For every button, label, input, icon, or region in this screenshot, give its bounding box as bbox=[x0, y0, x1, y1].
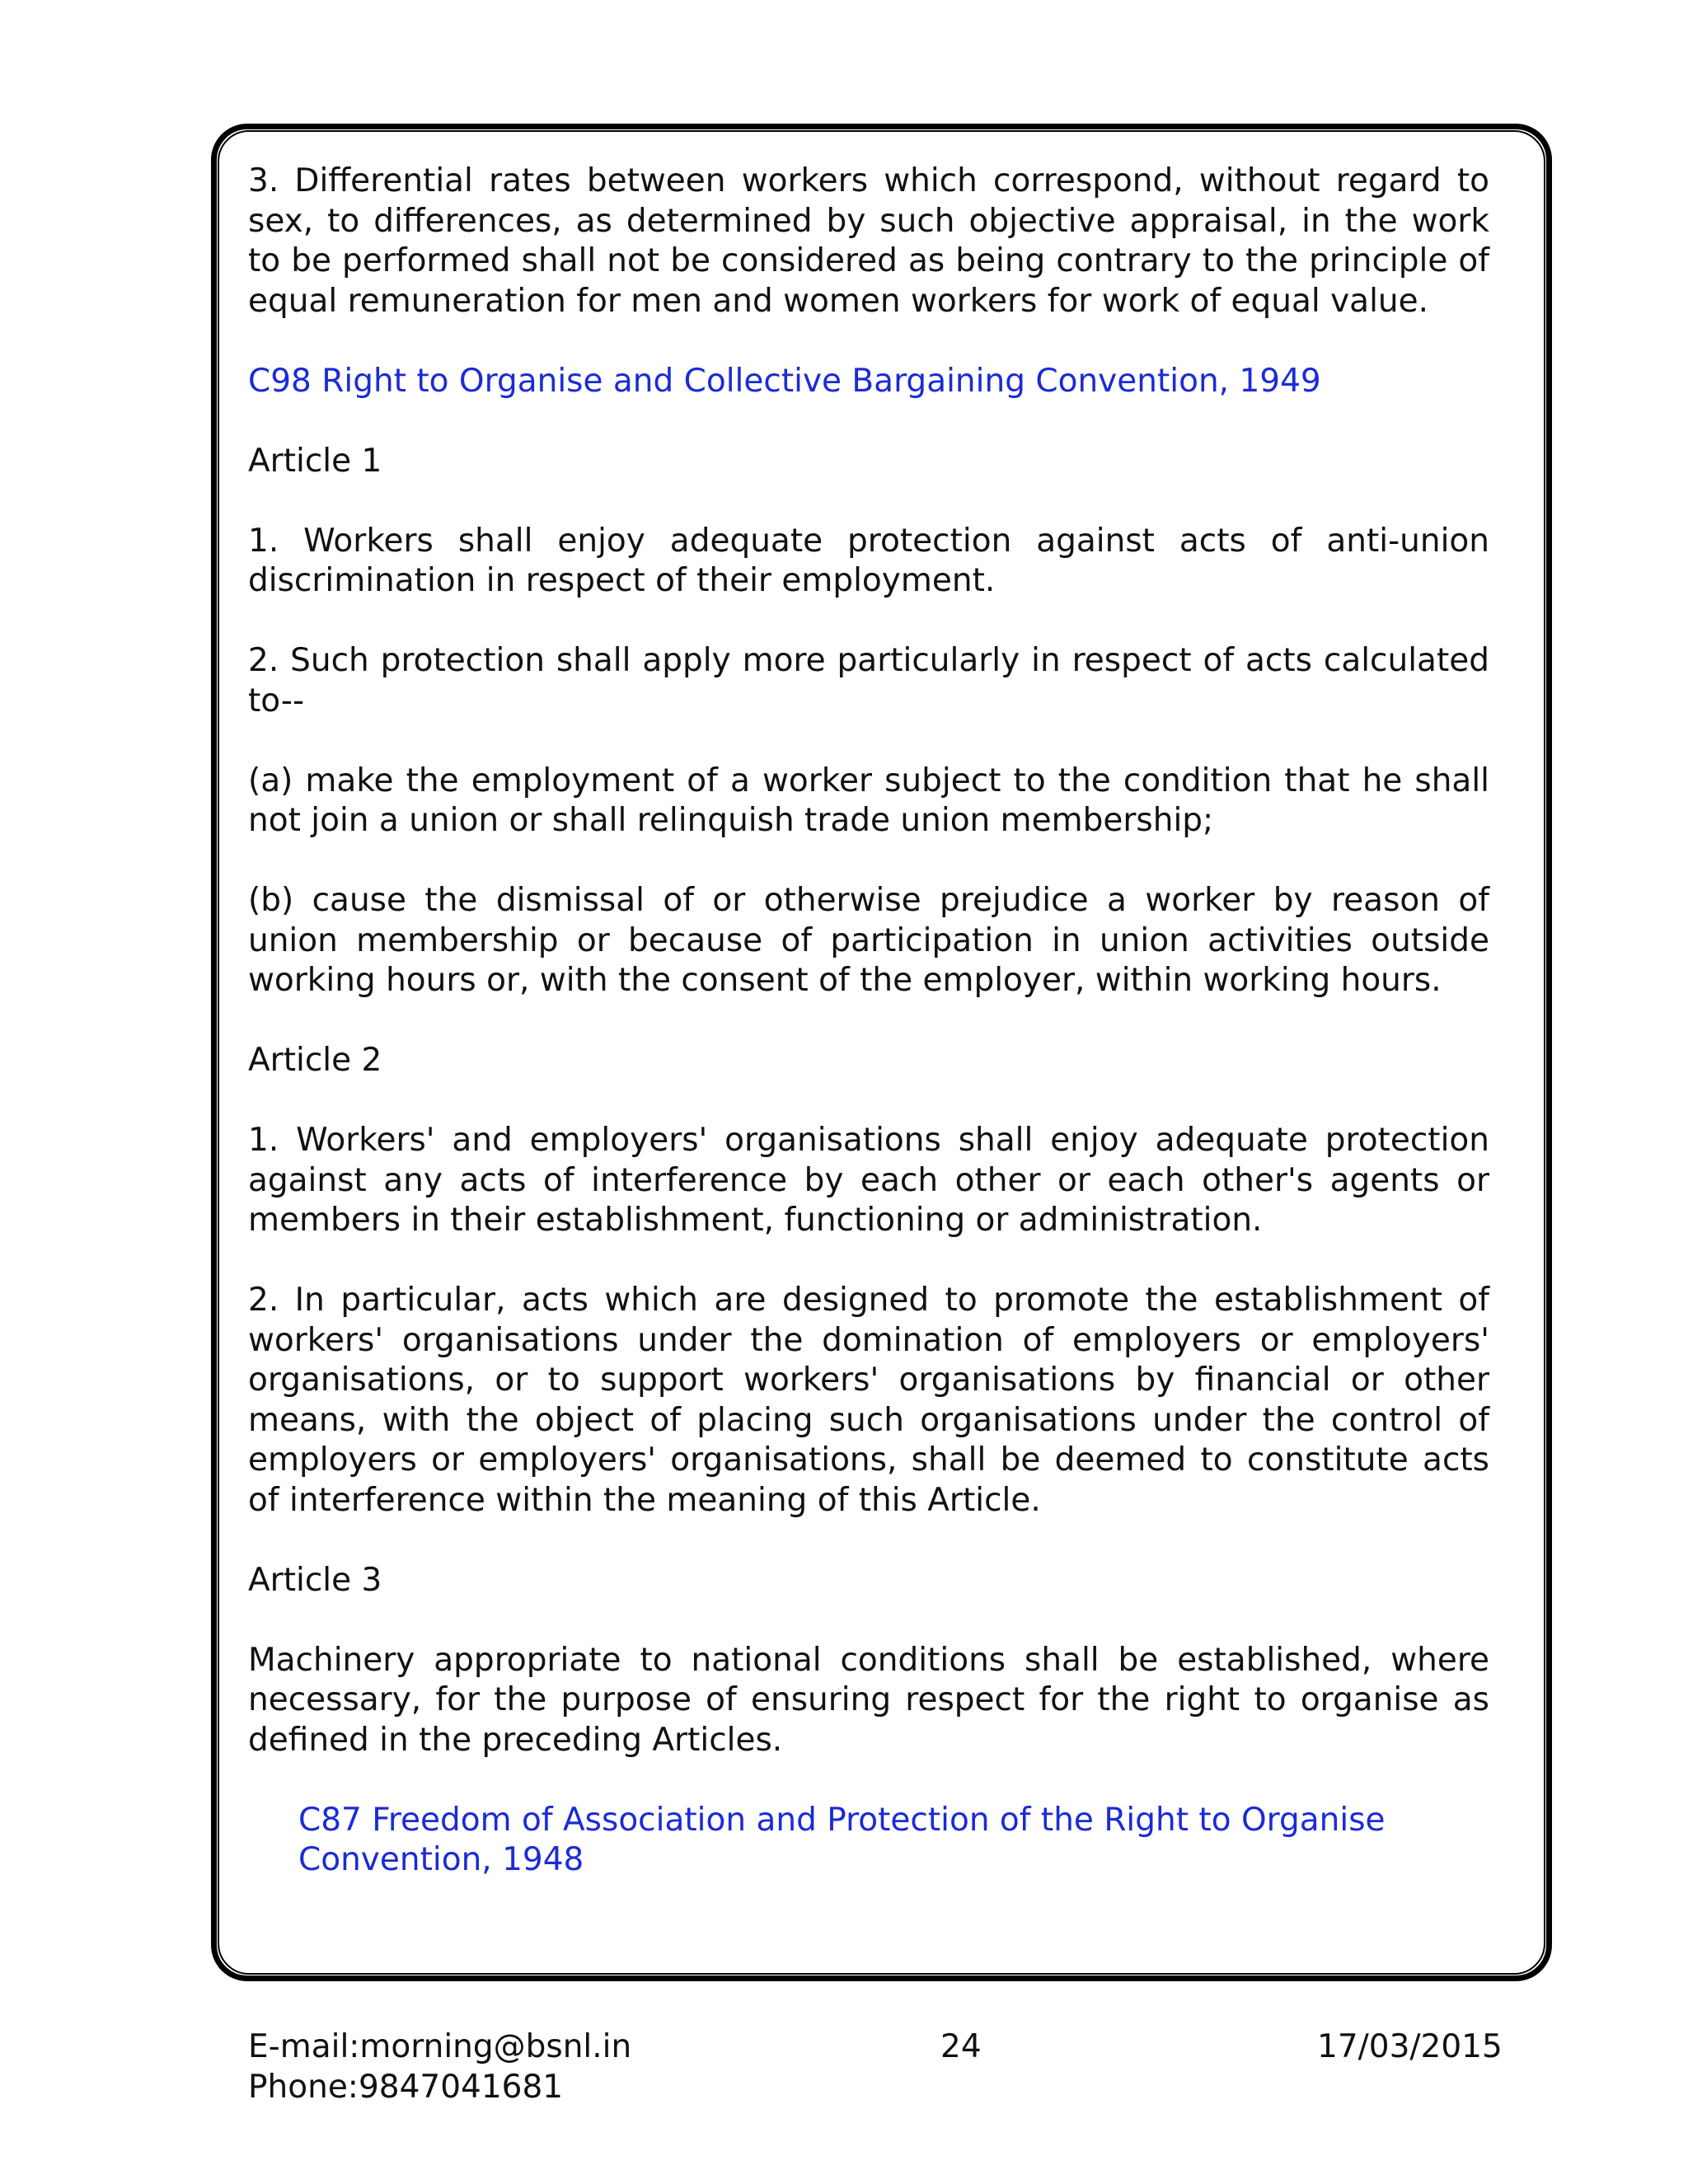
footer-phone: Phone:9847041681 bbox=[248, 2068, 564, 2106]
footer-email: E-mail:morning@bsnl.in bbox=[248, 2028, 632, 2065]
article-1-item-b: (b) cause the dismissal of or otherwise prejudice a worker by reason of union membership or because of participation in union activities outside working hours or, with the consent of the employer, within working hours. bbox=[248, 882, 1489, 999]
footer-date: 17/03/2015 bbox=[1317, 2028, 1503, 2065]
article-3-paragraph-1: Machinery appropriate to national conditions shall be established, where necessary, for the purpose of ensuring respect for the right to organise as defined in the preceding Articles. bbox=[248, 1641, 1489, 1759]
intro-paragraph: 3. Differential rates between workers which correspond, without regard to sex, to differences, as determined by such objective appraisal, in the work to be performed shall not be considered as being contrary to the principle of equal remuneration for men and women workers for work of equal value. bbox=[248, 162, 1489, 320]
article-2-paragraph-1: 1. Workers' and employers' organisations shall enjoy adequate protection against any acts of interference by each other or each other's agents or members in their establishment, functioning or administration. bbox=[248, 1122, 1489, 1239]
article-3-title: Article 3 bbox=[248, 1561, 382, 1599]
c87-heading: C87 Freedom of Association and Protection of the Right to Organise Convention, 1948 bbox=[298, 1801, 1386, 1878]
article-1-paragraph-1: 1. Workers shall enjoy adequate protection against acts of anti-union discrimination in respect of their employment. bbox=[248, 522, 1489, 599]
article-2-paragraph-2: 2. In particular, acts which are designed to promote the establishment of workers' organisations under the domination of employers or employers' organisations, or to support workers' organisations by financial or other means, with the object of placing such organisations under the control of employers or employers' organisations, shall be deemed to constitute acts of interference within the meaning of this Article. bbox=[248, 1282, 1489, 1519]
footer-contact bbox=[248, 2027, 631, 2107]
article-1-title: Article 1 bbox=[248, 442, 382, 480]
document-body bbox=[248, 162, 1489, 1881]
article-1-item-a: (a) make the employment of a worker subject to the condition that he shall not join a union or shall relinquish trade union membership; bbox=[248, 762, 1489, 839]
article-1-paragraph-2: 2. Such protection shall apply more particularly in respect of acts calculated to-- bbox=[248, 642, 1489, 719]
article-2-title: Article 2 bbox=[248, 1042, 382, 1079]
c98-heading: C98 Right to Organise and Collective Bargaining Convention, 1949 bbox=[248, 362, 1321, 400]
footer-page-number: 24 bbox=[940, 2028, 982, 2065]
